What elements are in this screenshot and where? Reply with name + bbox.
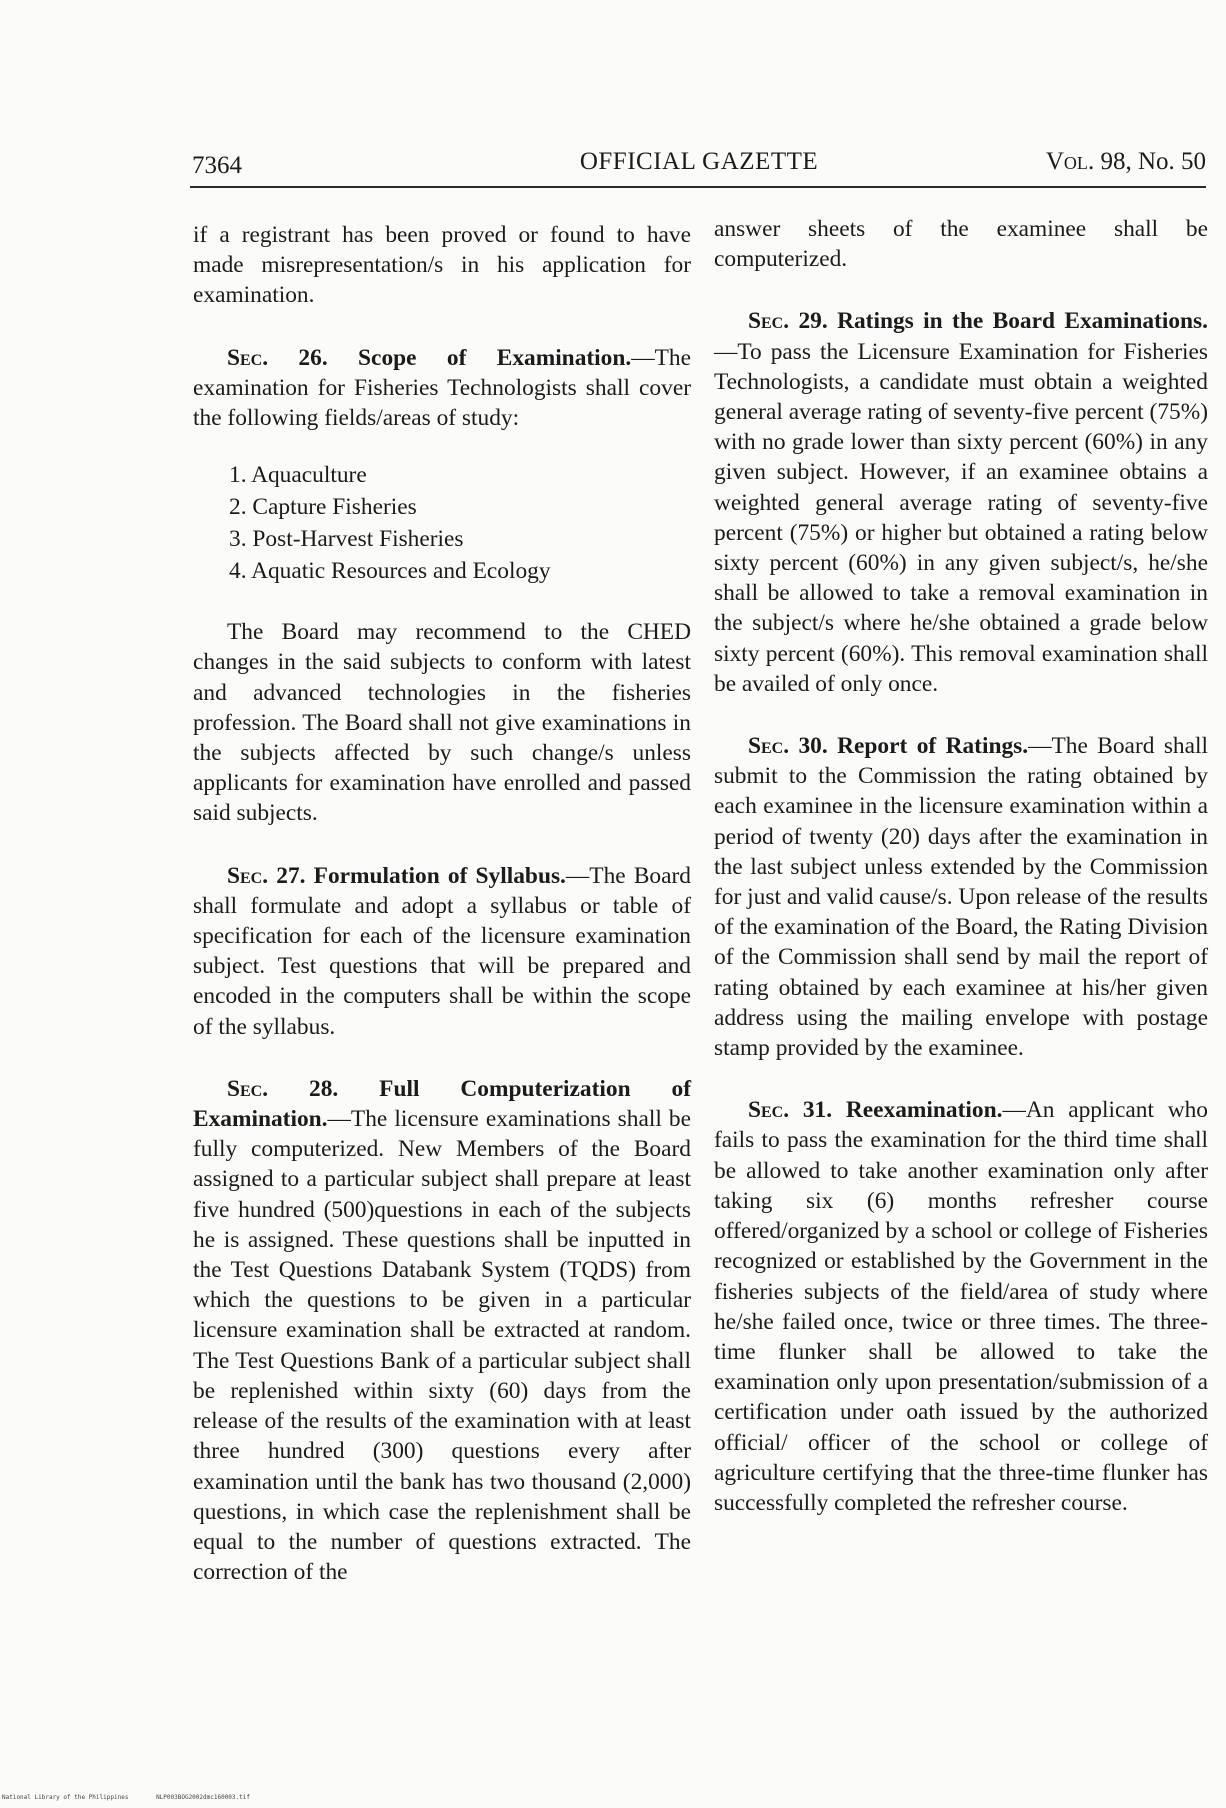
- section-30: [714, 731, 1208, 1063]
- paragraph-continued: answer sheets of the examinee shall be computerized.: [714, 216, 1208, 273]
- section-26-number: Sec. 26.: [227, 344, 328, 371]
- paragraph-intro: if a registrant has been proved or found to have made misrepresentation/s in his application for examination.: [193, 222, 691, 309]
- page-header: [192, 148, 1206, 188]
- section-27-heading: [227, 863, 566, 889]
- list-item: 3. Post-Harvest Fisheries: [229, 526, 464, 553]
- scan-filename: NLP003BOG2002dmc160003.tif: [156, 1794, 250, 1801]
- section-28-number: Sec. 28.: [227, 1075, 339, 1102]
- section-26-heading: [227, 345, 631, 371]
- section-31-heading: [748, 1097, 1002, 1123]
- section-27-title: Formulation of Syllabus.: [313, 862, 566, 889]
- section-29: [714, 306, 1208, 699]
- right-column: [714, 214, 1208, 1550]
- section-29-text: —To pass the Licensure Examination for Fisheries Technologists, a candidate must obtain a weighted general average rating of seventy-five percent (75%) with no grade lower than sixty percent (60%) in any given subject. However, if an examinee obtains a weighted general average rating of seventy-five percent (75%) or higher but obtained a rating below sixty percent (60%) in any given subject/s, he/she shall be allowed to take a removal examination in the subject/s where he/she obtained a grade below sixty percent (60%). This removal examination shall be availed of only once.: [714, 338, 1208, 697]
- volume-number: [1046, 148, 1206, 176]
- header-rule: [190, 186, 1206, 188]
- list-item: 1. Aquaculture: [229, 462, 367, 489]
- section-27-text: —The Board shall formulate and adopt a syllabus or table of specification for each of the licensure examination subject. Test questions that will be prepared and encoded in the computers shall be within the scope of the syllabus.: [193, 862, 691, 1040]
- section-29-heading: [748, 308, 1208, 334]
- fields-of-study-list: [229, 459, 691, 587]
- section-30-number: Sec. 30.: [748, 733, 828, 760]
- volume-rest: . 98, No. 50: [1087, 148, 1206, 175]
- left-column: [193, 220, 691, 1619]
- section-31-title: Reexamination.: [845, 1097, 1003, 1124]
- page-number: 7364: [192, 152, 242, 179]
- section-29-number: Sec. 29.: [748, 308, 828, 335]
- section-30-title: Report of Ratings.: [837, 733, 1029, 760]
- section-29-title: Ratings in the Board Examinations.: [837, 308, 1208, 335]
- section-28: [193, 1074, 691, 1587]
- section-31-number: Sec. 31.: [748, 1097, 833, 1124]
- section-26-title: Scope of Examination.: [358, 344, 632, 371]
- section-27-number: Sec. 27.: [227, 862, 306, 889]
- section-31: [714, 1095, 1208, 1518]
- section-26: [193, 343, 691, 434]
- section-30-heading: [748, 733, 1028, 759]
- paragraph-board-changes: The Board may recommend to the CHED changes in the said subjects to conform with latest and advanced technologies in the fisheries profession. The Board shall not give examinations in the subjects affected by such change/s unless applicants for examination have enrolled and passed said subjects.: [193, 619, 691, 827]
- list-item: 4. Aquatic Resources and Ecology: [229, 558, 551, 585]
- list-item: 2. Capture Fisheries: [229, 494, 417, 521]
- library-credit: National Library of the Philippines: [2, 1794, 129, 1801]
- section-27: [193, 861, 691, 1042]
- section-30-text: —The Board shall submit to the Commission the rating obtained by each examinee in the licensure examination within a period of twenty (20) days after the examination in the last subject unless extended by the Commission for just and valid cause/s. Upon release of the results of the examination of the Board, the Rating Division of the Commission shall send by mail the report of rating obtained by each examinee at his/her given address using the mailing envelope with postage stamp provided by the examinee.: [714, 733, 1209, 1062]
- publication-title: OFFICIAL GAZETTE: [579, 148, 819, 175]
- section-28-text: —The licensure examinations shall be fully computerized. New Members of the Board assigned to a particular subject shall prepare at least five hundred (500)questions in each of the subjects he is assigned. These questions shall be inputted in the Test Questions Databank System (TQDS) from which the questions to be given in a particular licensure examination shall be extracted at random. The Test Questions Bank of a particular subject shall be replenished within sixty (60) days from the release of the results of the examination with at least three hundred (300) questions every after examination until the bank has two thousand (2,000) questions, in which case the replenishment shall be equal to the number of questions extracted. The correction of the: [193, 1106, 691, 1586]
- volume-prefix: Vol: [1045, 148, 1088, 175]
- scan-footer: [2, 1794, 250, 1801]
- section-28-title: Full Computerization of Examination.: [193, 1075, 691, 1133]
- section-26-text: —The examination for Fisheries Technologists shall cover the following fields/areas of study:: [193, 344, 691, 432]
- section-31-text: —An applicant who fails to pass the examination for the third time shall be allowed to take another examination only after taking six (6) months refresher course offered/organized by a school or college of Fisheries recognized or established by the Government in the fisheries subjects of the field/area of study where he/she failed once, twice or three times. The three-time flunker shall be allowed to take the examination only upon presentation/submission of a certification under oath issued by the authorized official/ officer of the school or college of agriculture certifying that the three-time flunker has successfully completed the refresher course.: [714, 1097, 1209, 1516]
